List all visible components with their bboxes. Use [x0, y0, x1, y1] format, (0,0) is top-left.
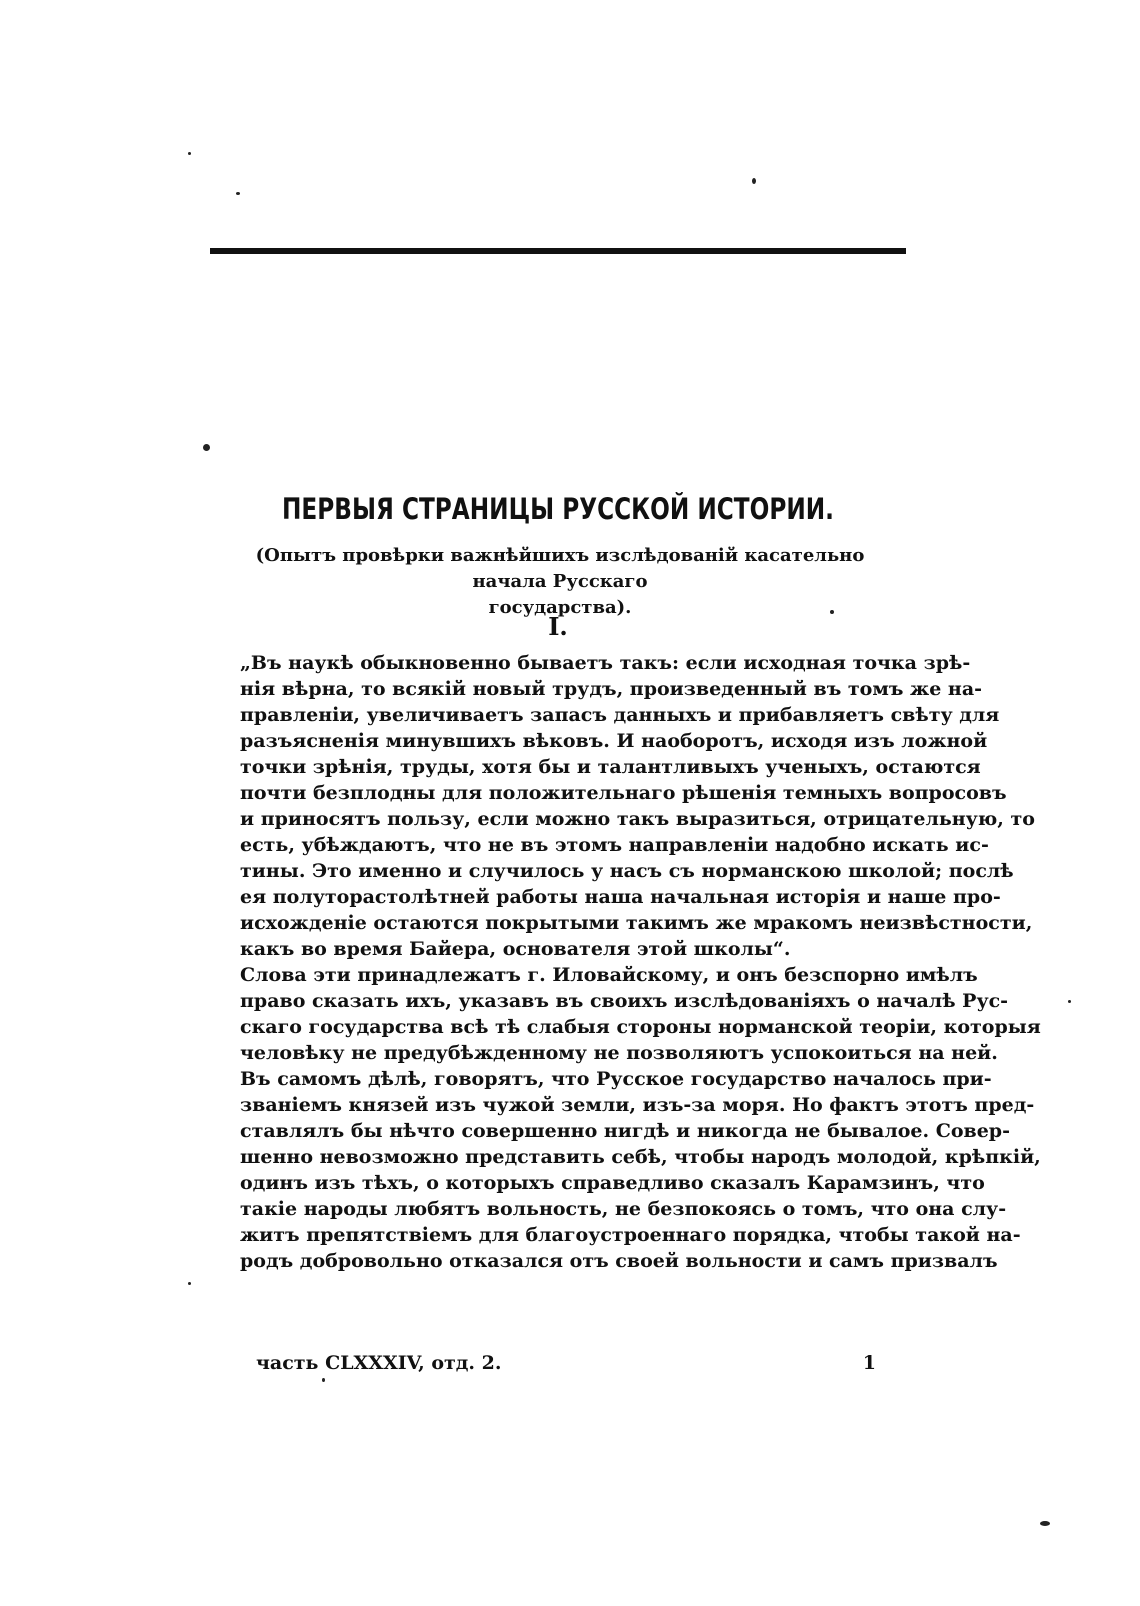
header-rule — [210, 248, 906, 254]
part-label: часть CLXXXIV, отд. 2. — [256, 1352, 502, 1374]
text-line: такіе народы любятъ вольность, не безпокоясь о томъ, что она слу- — [240, 1198, 1007, 1220]
text-line: ставлялъ бы нѣчто совершенно нигдѣ и никогда не бывалое. Совер- — [240, 1120, 1010, 1142]
text-line: житъ препятствіемъ для благоустроеннаго порядка, чтобы такой на- — [240, 1224, 1021, 1246]
text-line: Слова эти принадлежатъ г. Иловайскому, и онъ безспорно имѣлъ — [240, 964, 978, 986]
text-line: Въ самомъ дѣлѣ, говорятъ, что Русское государство началось при- — [240, 1068, 992, 1090]
text-line: званіемъ князей изъ чужой земли, изъ-за моря. Но фактъ этотъ пред- — [240, 1094, 1035, 1116]
scan-speck — [236, 192, 240, 195]
page-number: 1 — [862, 1352, 876, 1374]
text-line: одинъ изъ тѣхъ, о которыхъ справедливо сказалъ Карамзинъ, что — [240, 1172, 985, 1194]
text-line: какъ во время Байера, основателя этой школы“. — [240, 938, 791, 960]
text-line: исхожденіе остаются покрытыми такимъ же мракомъ неизвѣстности, — [240, 912, 1033, 934]
scan-speck — [752, 178, 756, 184]
text-line: скаго государства всѣ тѣ слабыя стороны норманской теоріи, которыя — [240, 1016, 1041, 1038]
scan-speck — [1068, 1000, 1071, 1003]
article-subtitle — [230, 543, 890, 621]
text-line: разъясненія минувшихъ вѣковъ. И наоборотъ, исходя изъ ложной — [240, 730, 988, 752]
text-line: право сказать ихъ, указавъ въ своихъ изслѣдованіяхъ о началѣ Рус- — [240, 990, 1009, 1012]
text-line: и приносятъ пользу, если можно такъ выразиться, отрицательную, то — [240, 808, 1035, 830]
text-line: точки зрѣнія, труды, хотя бы и талантливыхъ ученыхъ, остаются — [240, 756, 981, 778]
scan-speck — [322, 1378, 325, 1382]
text-line: „Въ наукѣ обыкновенно бываетъ такъ: если исходная точка зрѣ- — [240, 652, 971, 674]
scan-speck — [188, 152, 191, 155]
text-line: родъ добровольно отказался отъ своей вольности и самъ призвалъ — [240, 1250, 998, 1272]
section-number: I. — [548, 612, 568, 641]
text-line: тины. Это именно и случилось у насъ съ норманскою школой; послѣ — [240, 860, 1014, 882]
text-line: нія вѣрна, то всякій новый трудъ, произведенный въ томъ же на- — [240, 678, 983, 700]
article-title: ПЕРВЫЯ СТРАНИЦЫ РУССКОЙ ИСТОРИИ. — [282, 492, 834, 526]
article-body — [240, 650, 1041, 1274]
scan-speck — [203, 444, 210, 451]
text-line: есть, убѣждаютъ, что не въ этомъ направленіи надобно искать ис- — [240, 834, 989, 856]
text-line: человѣку не предубѣжденному не позволяютъ успокоиться на ней. — [240, 1042, 998, 1064]
text-line: правленіи, увеличиваетъ запасъ данныхъ и прибавляетъ свѣту для — [240, 704, 1000, 726]
scan-speck — [1040, 1521, 1050, 1526]
scan-speck — [830, 610, 834, 614]
text-line: почти безплодны для положительнаго рѣшенія темныхъ вопросовъ — [240, 782, 1007, 804]
text-line: ея полуторастолѣтней работы наша начальная исторія и наше про- — [240, 886, 1001, 908]
text-line: шенно невозможно представить себѣ, чтобы народъ молодой, крѣпкій, — [240, 1146, 1041, 1168]
subtitle-line-1: (Опытъ провѣрки важнѣйшихъ изслѣдованій касательно начала Русскаго — [255, 545, 865, 592]
subtitle-line-2: государства). — [488, 597, 632, 618]
scan-speck — [188, 1282, 191, 1285]
